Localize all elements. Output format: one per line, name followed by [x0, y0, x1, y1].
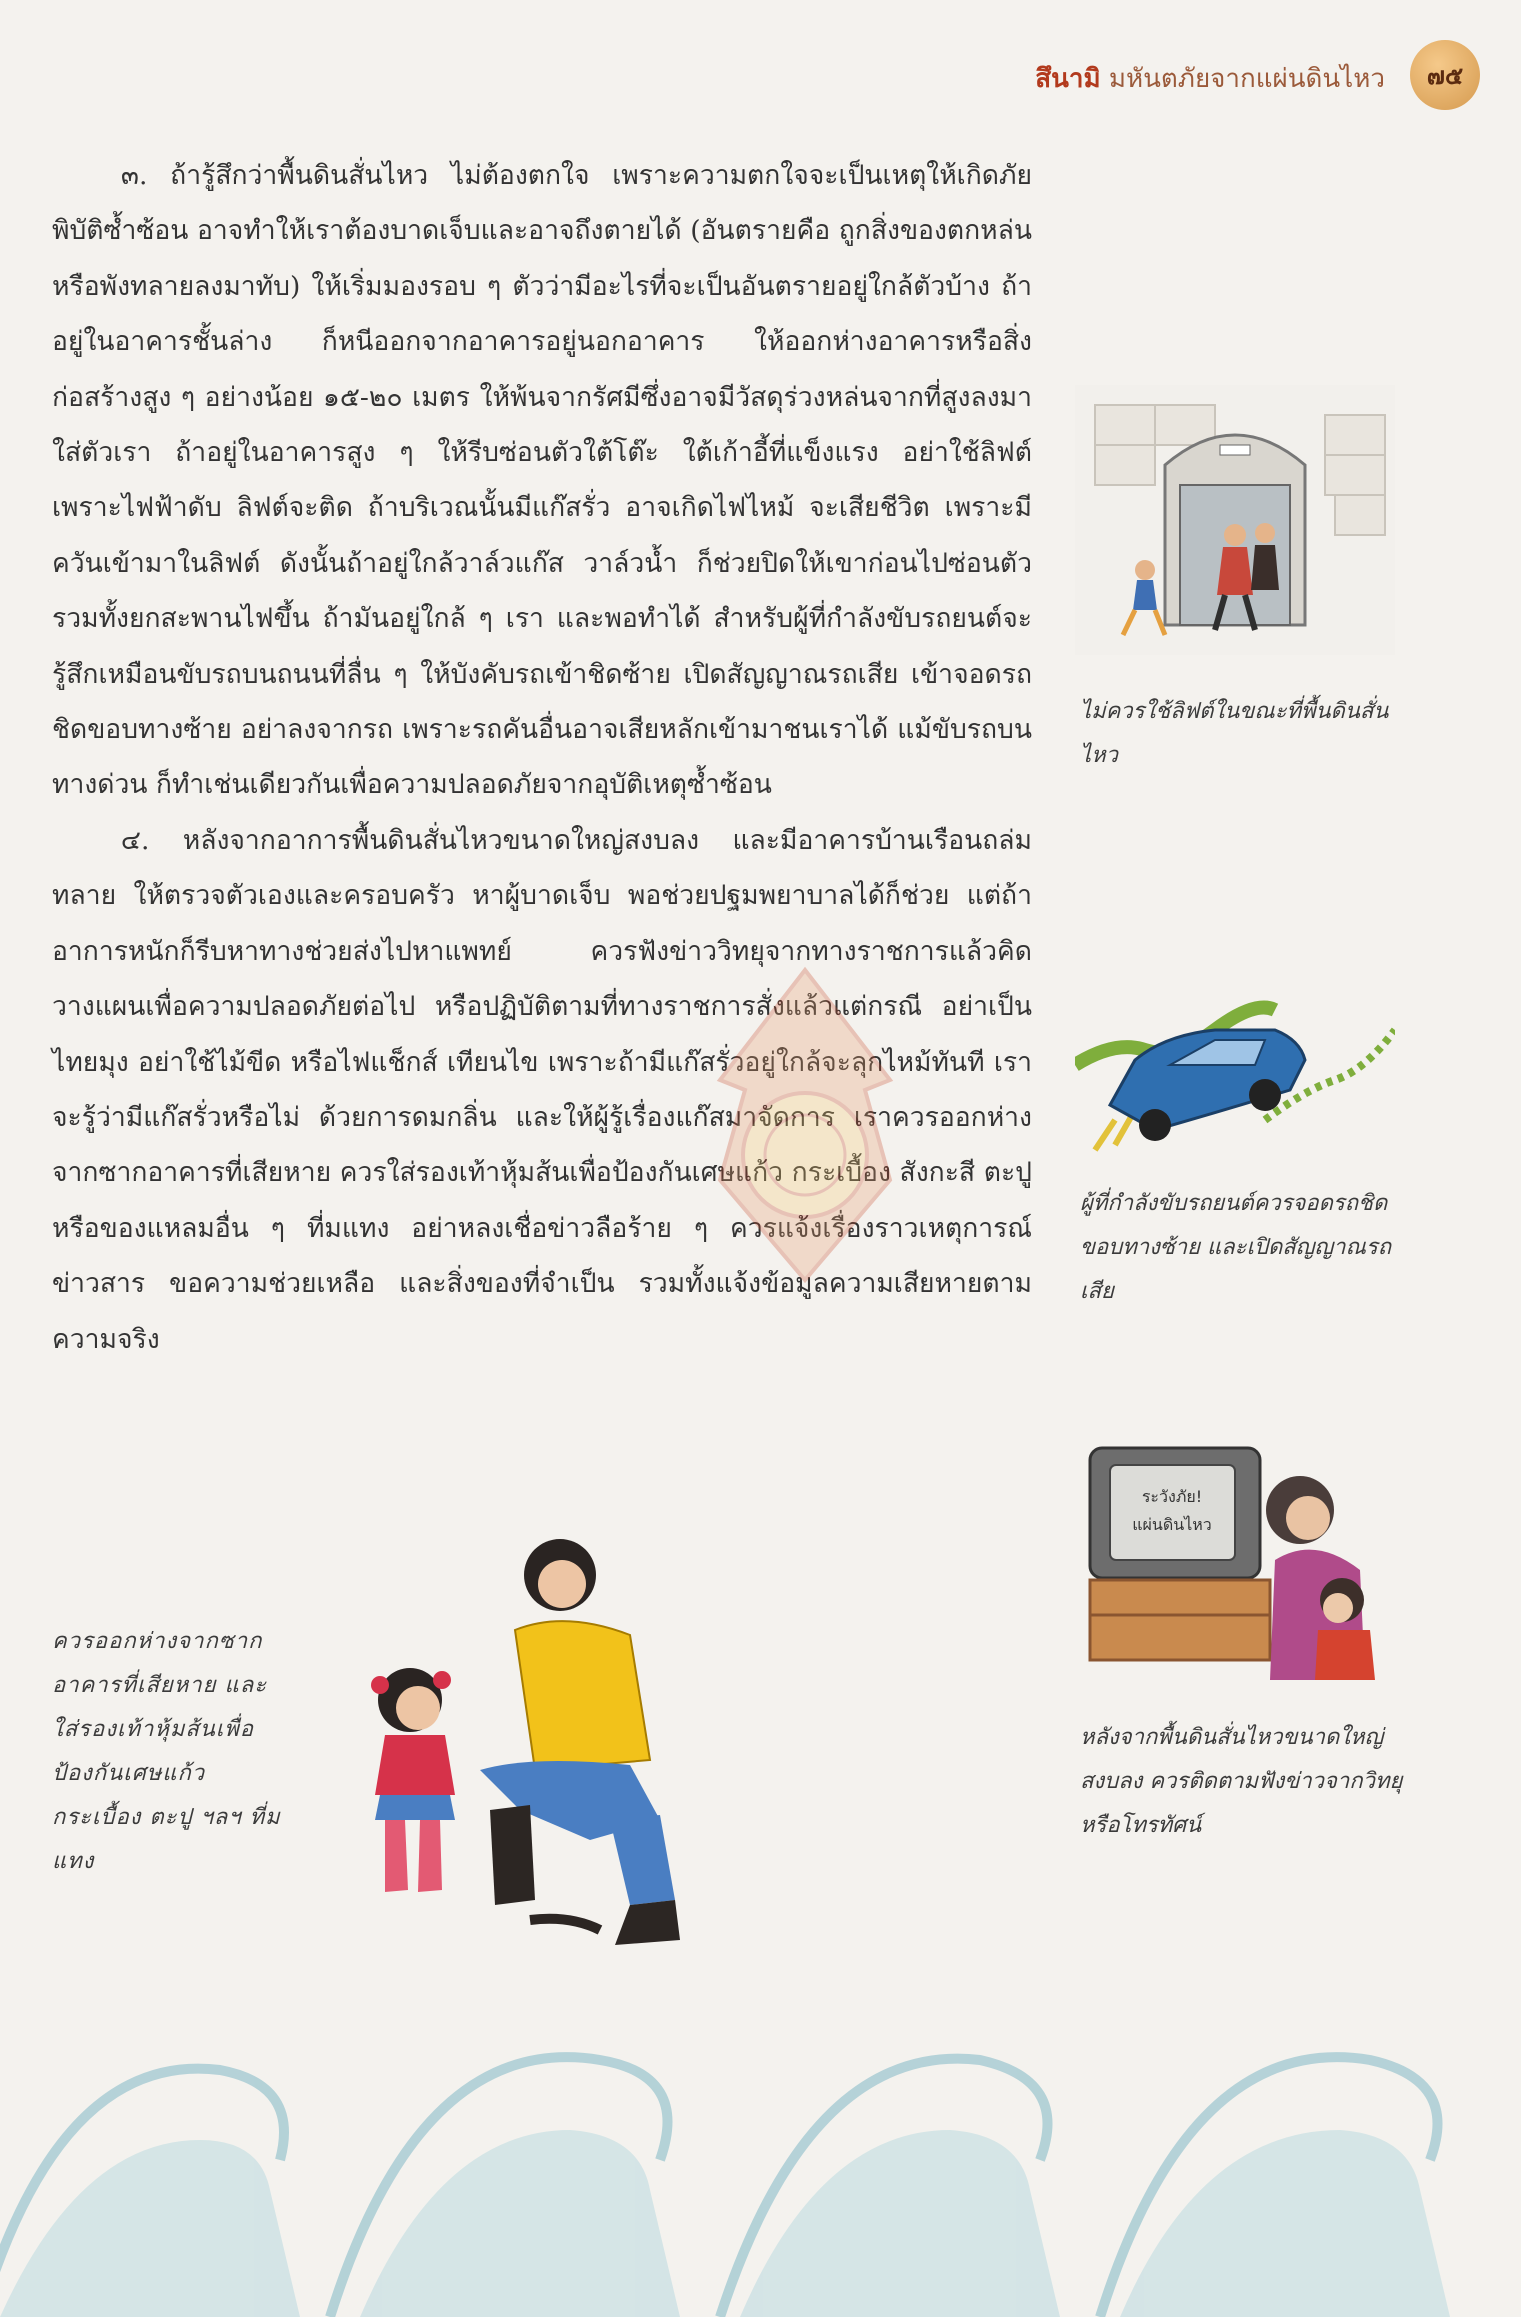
running-title [1035, 58, 1385, 99]
page-header [1035, 40, 1480, 110]
chapter-title: มหันตภัยจากแผ่นดินไหว [1108, 64, 1385, 94]
paragraph-3: ๓. ถ้ารู้สึกว่าพื้นดินสั่นไหว ไม่ต้องตกใจ เพราะความตกใจจะเป็นเหตุให้เกิดภัยพิบัติซ้ำซ้อน อาจทำให้เราต้องบาดเจ็บและอาจถึงตายได้ (อันตรายคือ ถูกสิ่งของตกหล่นหรือพังทลายลงมาทับ) ให้เริ่มมองรอบ ๆ ตัวว่ามีอะไรที่จะเป็นอันตรายอยู่ใกล้ตัวบ้าง ถ้าอยู่ในอาคารชั้นล่าง ก็หนีออกจากอาคารอยู่นอกอาคาร ให้ออกห่างอาคารหรือสิ่งก่อสร้างสูง ๆ อย่างน้อย ๑๕-๒๐ เมตร ให้พ้นจากรัศมีซึ่งอาจมีวัสดุร่วงหล่นจากที่สูงลงมาใส่ตัวเรา ถ้าอยู่ในอาคารสูง ๆ ให้รีบซ่อนตัวใต้โต๊ะ ใต้เก้าอี้ที่แข็งแรง อย่าใช้ลิฟต์ เพราะไฟฟ้าดับ ลิฟต์จะติด ถ้าบริเวณนั้นมีแก๊สรั่ว อาจเกิดไฟไหม้ จะเสียชีวิต เพราะมีควันเข้ามาในลิฟต์ ดังนั้นถ้าอยู่ใกล้วาล์วแก๊ส วาล์วน้ำ ก็ช่วยปิดให้เขาก่อนไปซ่อนตัว รวมทั้งยกสะพานไฟขึ้น ถ้ามันอยู่ใกล้ ๆ เรา และพอทำได้ สำหรับผู้ที่กำลังขับรถยนต์จะรู้สึกเหมือนขับรถบนถนนที่ลื่น ๆ ให้บังคับรถเข้าชิดซ้าย เปิดสัญญาณรถเสีย เข้าจอดรถชิดขอบทางซ้าย อย่าลงจากรถ เพราะรถคันอื่นอาจเสียหลักเข้ามาชนเราได้ แม้ขับรถบนทางด่วน ก็ทำเช่นเดียวกันเพื่อความปลอดภัยจากอุบัติเหตุซ้ำซ้อน [52, 160, 1032, 801]
elevator-illustration [1075, 385, 1395, 655]
book-brand: สึนามิ [1035, 64, 1101, 94]
caption-car: ผู้ที่กำลังขับรถยนต์ควรจอดรถชิดขอบทางซ้าย และเปิดสัญญาณรถเสีย [1080, 1191, 1392, 1304]
caption-shoes: ควรออกห่างจากซากอาคารที่เสียหาย และใส่รองเท้าหุ้มส้นเพื่อป้องกันเศษแก้ว กระเบื้อง ตะปู ฯลฯ ที่มแทง [52, 1629, 281, 1874]
paragraph-4: ๔. หลังจากอาการพื้นดินสั่นไหวขนาดใหญ่สงบลง และมีอาคารบ้านเรือนถล่มทลาย ให้ตรวจตัวเองและครอบครัว หาผู้บาดเจ็บ พอช่วยปฐมพยาบาลได้ก็ช่วย แต่ถ้าอาการหนักก็รีบหาทางช่วยส่งไปหาแพทย์ ควรฟังข่าววิทยุจากทางราชการแล้วคิดวางแผนเพื่อความปลอดภัยต่อไป หรือปฏิบัติตามที่ทางราชการสั่งแล้วแต่กรณี อย่าเป็นไทยมุง อย่าใช้ไม้ขีด หรือไฟแช็กส์ เทียนไข เพราะถ้ามีแก๊สรั่วอยู่ใกล้จะลุกไหม้ทันที เราจะรู้ว่ามีแก๊สรั่วหรือไม่ ด้วยการดมกลิ่น และให้ผู้รู้เรื่องแก๊สมาจัดการ เราควรออกห่างจากซากอาคารที่เสียหาย ควรใส่รองเท้าหุ้มส้นเพื่อป้องกันเศษแก้ว กระเบื้อง สังกะสี ตะปูหรือของแหลมอื่น ๆ ที่มแทง อย่าหลงเชื่อข่าวลือร้าย ๆ ควรแจ้งเรื่องราวเหตุการณ์ ข่าวสาร ขอความช่วยเหลือ และสิ่งของที่จำเป็น รวมทั้งแจ้งข้อมูลความเสียหายตามความจริง [52, 824, 1032, 1355]
caption-tv: หลังจากพื้นดินสั่นไหวขนาดใหญ่สงบลง ควรติดตามฟังข่าวจากวิทยุหรือโทรทัศน์ [1080, 1725, 1403, 1838]
shoes-illustration [330, 1520, 780, 1960]
car-illustration [1075, 970, 1395, 1170]
wave-decoration [0, 1990, 1521, 2317]
watermark-seal [690, 960, 920, 1290]
tv-screen-line-2: แผ่นดินไหว [1132, 1515, 1212, 1534]
page-number: ๗๕ [1410, 40, 1480, 110]
caption-elevator: ไม่ควรใช้ลิฟต์ในขณะที่พื้นดินสั่นไหว [1080, 699, 1389, 768]
tv-screen-line-1: ระวังภัย! [1141, 1487, 1203, 1506]
tv-illustration [1080, 1440, 1380, 1680]
